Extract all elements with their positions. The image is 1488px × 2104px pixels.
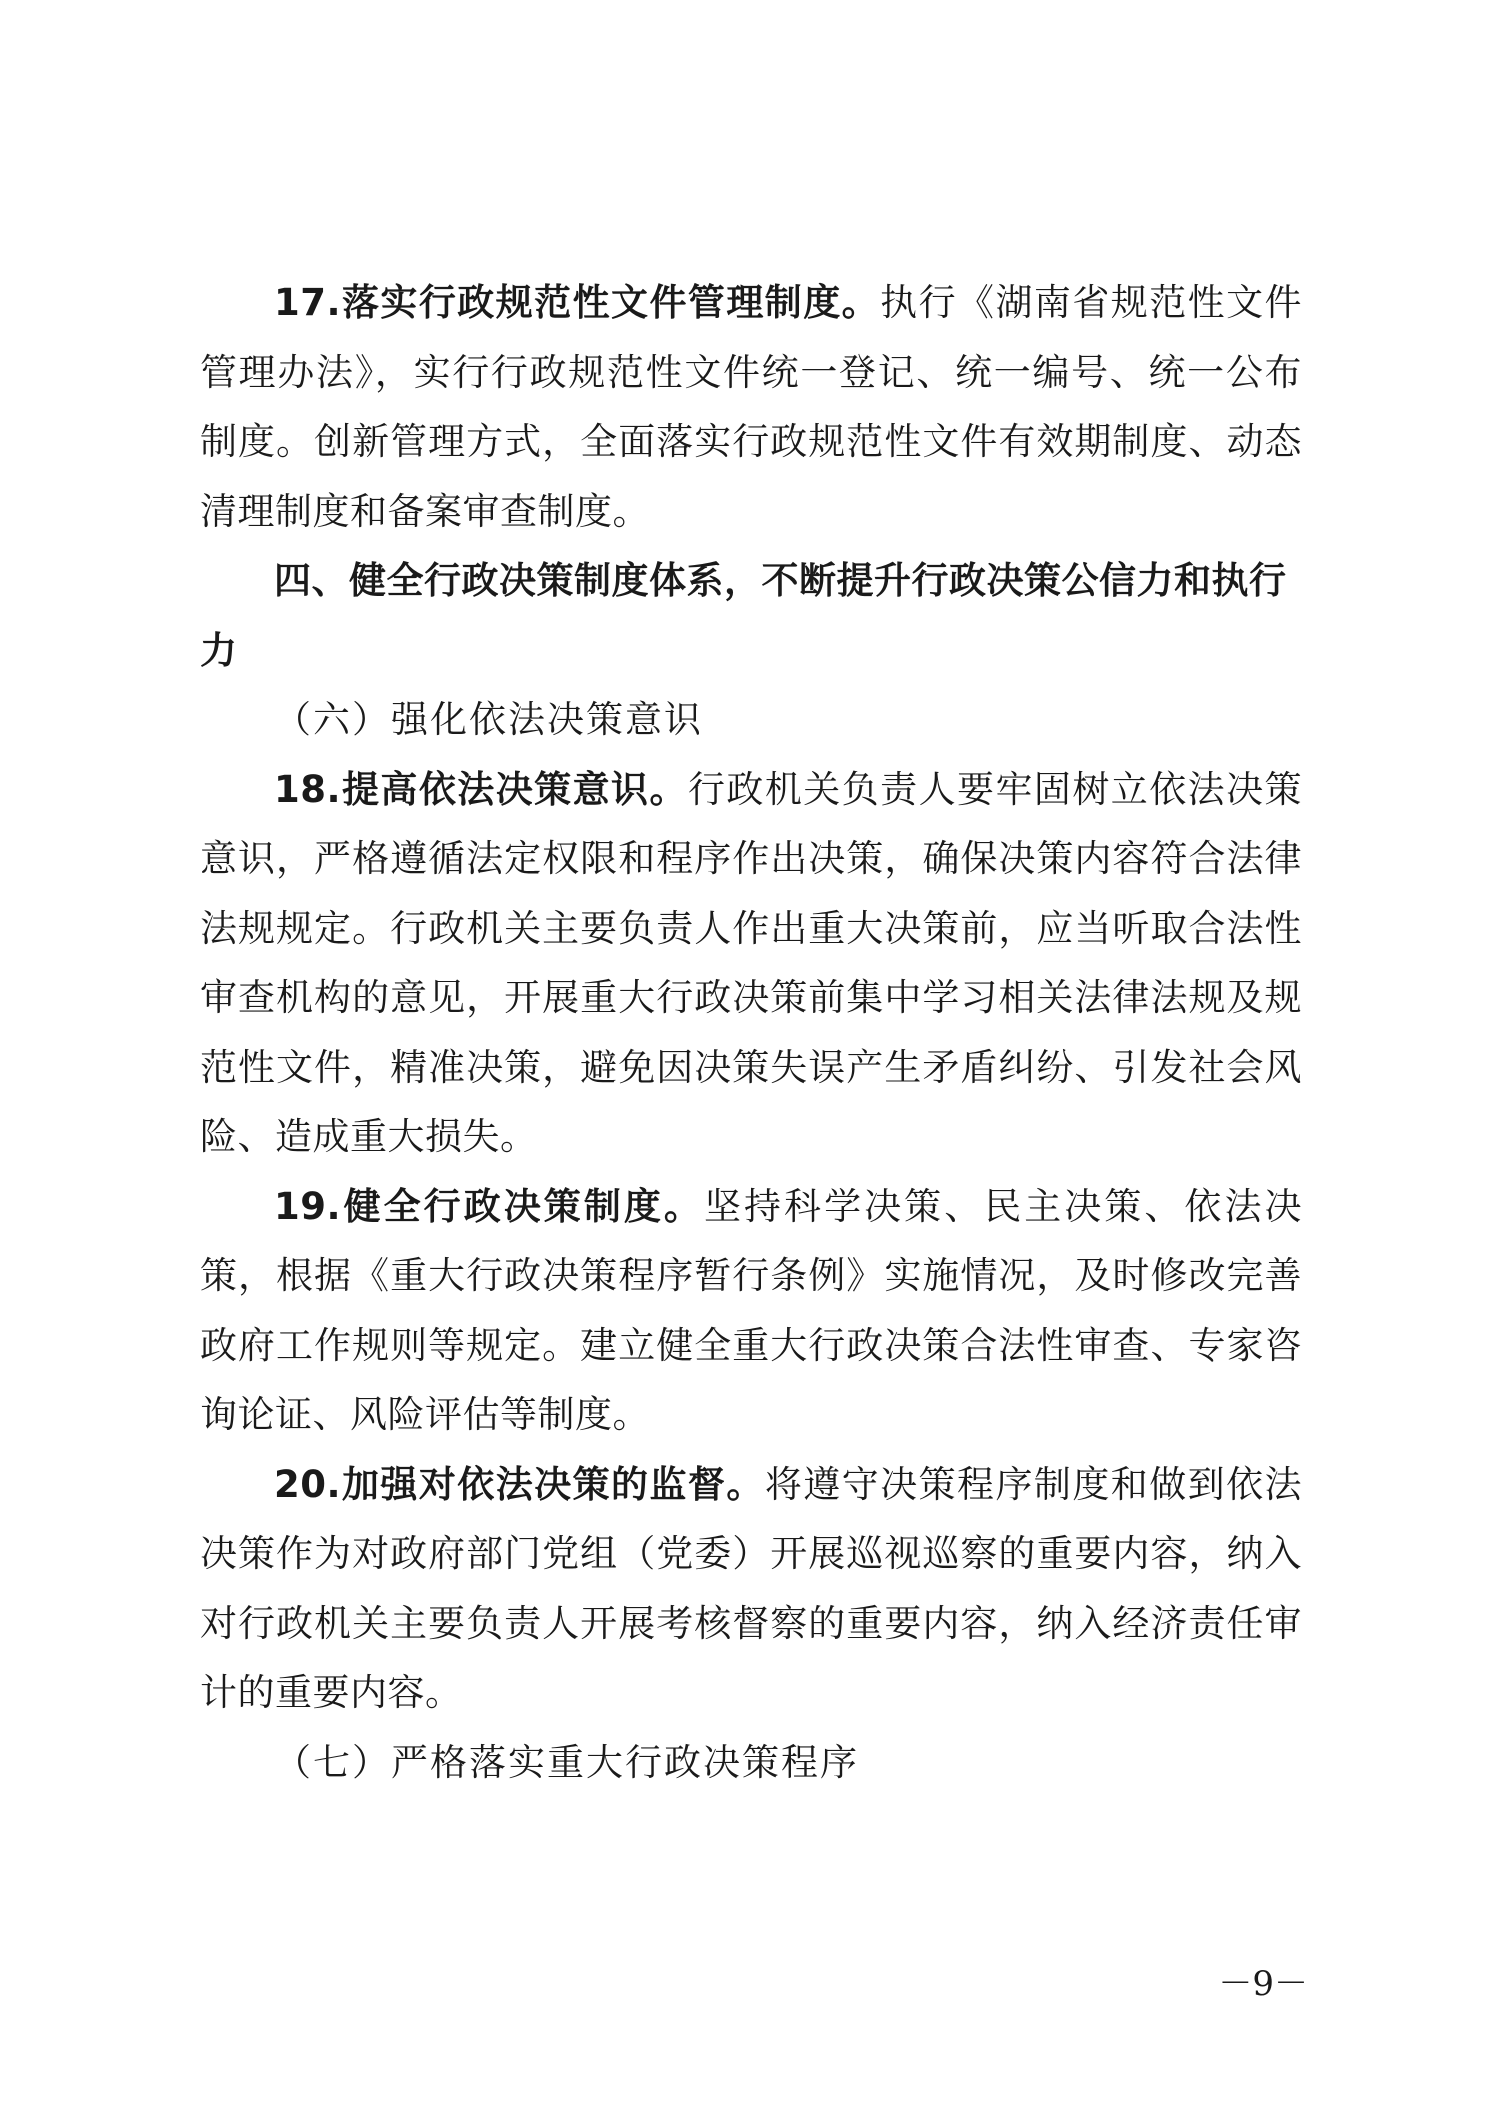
- item-17-text: 执行《湖南省规范性文件管理办法》，实行行政规范性文件统一登记、统一编号、统一公布制度。创新管理方式，全面落实行政规范性文件有效期制度、动态清理制度和备案审查制度。: [200, 281, 1303, 533]
- section-heading-4: 四、健全行政决策制度体系，不断提升行政决策公信力和执行力: [200, 559, 1287, 672]
- subsection-heading-7: （七）严格落实重大行政决策程序: [274, 1740, 859, 1784]
- item-19-text: 坚持科学决策、民主决策、依法决策，根据《重大行政决策程序暂行条例》实施情况，及时修改完善政府工作规则等规定。建立健全重大行政决策合法性审查、专家咨询论证、风险评估等制度。: [200, 1184, 1303, 1436]
- item-18-title: 18.提高依法决策意识。: [274, 767, 688, 811]
- page-number: －9－: [1218, 1964, 1308, 2004]
- item-19: [200, 1172, 1302, 1450]
- document-body: [200, 268, 1302, 1797]
- item-20-text: 将遵守决策程序制度和做到依法决策作为对政府部门党组（党委）开展巡视巡察的重要内容，纳入对行政机关主要负责人开展考核督察的重要内容，纳入经济责任审计的重要内容。: [200, 1462, 1303, 1714]
- item-18: [200, 755, 1302, 1172]
- subsection-heading-6: （六）强化依法决策意识: [274, 698, 703, 741]
- item-17-title: 17.落实行政规范性文件管理制度。: [274, 281, 881, 324]
- item-20: [200, 1450, 1302, 1728]
- item-17: [200, 268, 1302, 546]
- item-20-title: 20.加强对依法决策的监督。: [274, 1462, 765, 1506]
- item-19-title: 19.健全行政决策制度。: [274, 1184, 704, 1228]
- item-18-text: 行政机关负责人要牢固树立依法决策意识，严格遵循法定权限和程序作出决策，确保决策内容符合法律法规规定。行政机关主要负责人作出重大决策前，应当听取合法性审查机构的意见，开展重大行政决策前集中学习相关法律法规及规范性文件，精准决策，避免因决策失误产生矛盾纠纷、引发社会风险、造成重大损失。: [200, 767, 1303, 1158]
